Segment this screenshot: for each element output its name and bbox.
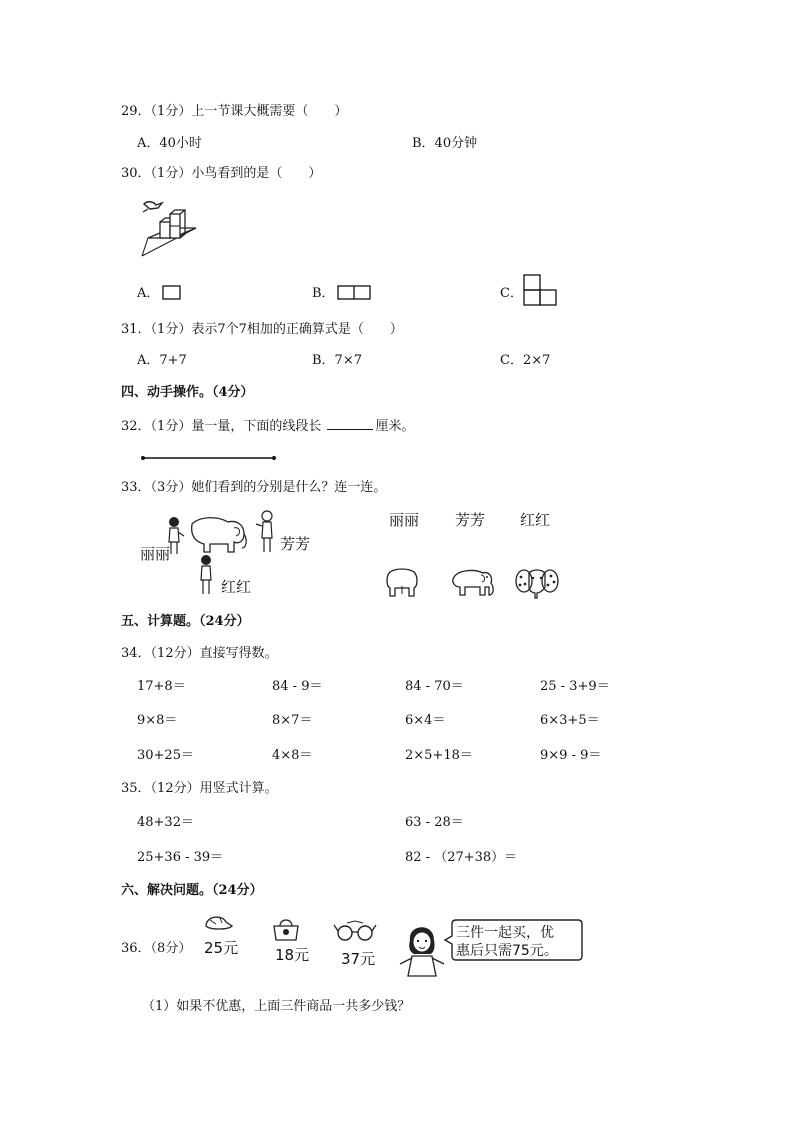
q32-stem-unit: 厘米。 — [375, 419, 415, 434]
q34-item: 84 - 70＝ — [405, 679, 464, 694]
bird-view-figure — [138, 196, 204, 262]
q33-scene-name-lili: 丽丽 — [140, 545, 171, 563]
q35-item: 82 - （27+38）＝ — [405, 850, 518, 865]
q31-stem: 31．（1分）表示7个7相加的正确算式是（ ） — [121, 322, 403, 337]
price-hat: 25元 — [204, 939, 239, 957]
q31-option-b: B．7×7 — [312, 353, 362, 368]
speech-bubble-line-2: 惠后只需75元。 — [456, 943, 558, 959]
q35-item: 25+36 - 39＝ — [137, 850, 224, 865]
q33-label-fangfang: 芳芳 — [455, 511, 486, 529]
q34-item: 8×7＝ — [272, 713, 313, 728]
q34-item: 4×8＝ — [272, 748, 313, 763]
q29-option-b: B．40分钟 — [412, 136, 478, 151]
q34-item: 9×8＝ — [137, 713, 178, 728]
price-bag: 18元 — [275, 946, 310, 964]
section-5-heading: 五、计算题。（24分） — [121, 614, 250, 629]
q30-option-a-shape — [162, 285, 182, 301]
q33-stem: 33．（3分）她们看到的分别是什么？连一连。 — [121, 480, 387, 495]
speech-bubble-line-1: 三件一起买，优 — [456, 925, 554, 941]
q32-line-segment — [140, 454, 280, 462]
elephant-front-view-icon[interactable] — [515, 567, 559, 599]
q34-item: 17+8＝ — [137, 679, 186, 694]
q33-label-honghong: 红红 — [520, 511, 551, 529]
glasses-icon — [333, 917, 379, 945]
q34-item: 9×9 - 9＝ — [540, 748, 602, 763]
q34-item: 6×3+5＝ — [540, 713, 600, 728]
elephant-back-view-icon[interactable] — [384, 568, 420, 600]
elephant-side-view-icon[interactable] — [449, 565, 497, 599]
q34-stem: 34．（12分）直接写得数。 — [121, 646, 278, 661]
q31-option-a: A．7+7 — [137, 353, 187, 368]
girl-speaker-icon — [396, 920, 448, 982]
bag-icon — [268, 914, 304, 944]
q33-scene-name-fangfang: 芳芳 — [280, 535, 311, 553]
q30-option-c-label: C． — [500, 286, 523, 301]
q33-scene-name-honghong: 红红 — [221, 578, 252, 596]
q30-option-c-shape — [523, 274, 559, 308]
q36-sub-question-1: （1）如果不优惠，上面三件商品一共多少钱？ — [142, 999, 411, 1014]
q29-stem: 29．（1分）上一节课大概需要（ ） — [121, 104, 348, 119]
price-glasses: 37元 — [341, 950, 376, 968]
q32-stem — [121, 417, 414, 435]
q35-item: 63 - 28＝ — [405, 815, 464, 830]
q34-item: 84 - 9＝ — [272, 679, 323, 694]
q30-option-b-shape — [337, 285, 373, 301]
section-6-heading: 六、解决问题。（24分） — [121, 883, 263, 898]
q32-stem-text: 32．（1分）量一量，下面的线段长 — [121, 419, 322, 434]
q30-stem: 30．（1分）小鸟看到的是（ ） — [121, 166, 322, 181]
hat-icon — [200, 912, 236, 936]
q35-stem: 35．（12分）用竖式计算。 — [121, 781, 278, 796]
q35-item: 48+32＝ — [137, 815, 194, 830]
q31-option-c: C．2×7 — [500, 353, 551, 368]
q32-answer-blank[interactable] — [327, 417, 373, 430]
q29-option-a: A．40小时 — [137, 136, 202, 151]
q34-item: 30+25＝ — [137, 748, 194, 763]
section-4-heading: 四、动手操作。（4分） — [121, 385, 254, 400]
q34-item: 6×4＝ — [405, 713, 446, 728]
q34-item: 25 - 3+9＝ — [540, 679, 610, 694]
q34-item: 2×5+18＝ — [405, 748, 473, 763]
q30-option-b-label: B． — [312, 286, 335, 301]
q36-stem: 36．（8分） — [121, 941, 192, 956]
q33-label-lili: 丽丽 — [389, 511, 420, 529]
q30-option-a-label: A． — [137, 286, 160, 301]
